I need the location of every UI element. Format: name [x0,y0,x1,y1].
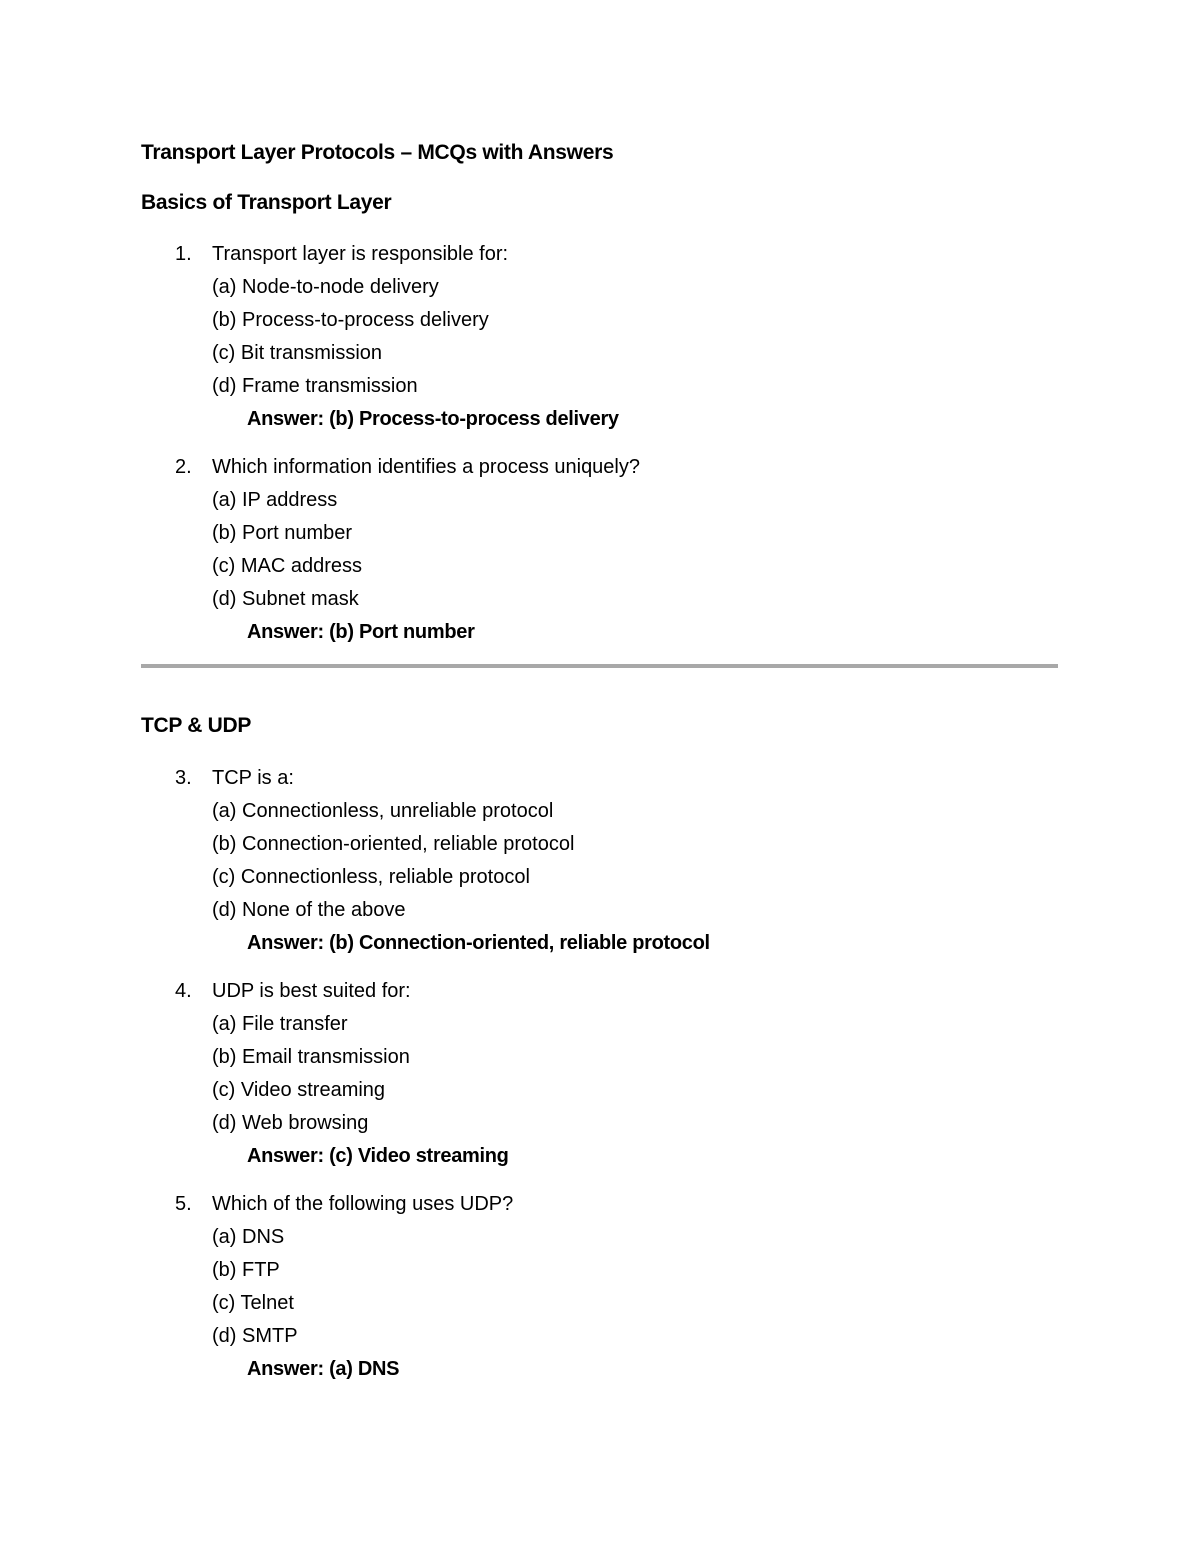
option-c: (c) Connectionless, reliable protocol [212,866,530,888]
section-heading-basics: Basics of Transport Layer [141,191,392,214]
option-d: (d) Subnet mask [212,588,359,610]
answer: Answer: (b) Port number [247,621,475,643]
question-text: Which information identifies a process uniquely? [212,456,640,478]
option-b: (b) Email transmission [212,1046,410,1068]
question-number: 5. [175,1193,192,1215]
option-c: (c) MAC address [212,555,363,577]
answer: Answer: (a) DNS [247,1358,400,1380]
option-a: (a) IP address [212,489,338,511]
answer: Answer: (b) Process-to-process delivery [247,408,619,430]
option-a: (a) File transfer [212,1013,348,1035]
option-a: (a) Connectionless, unreliable protocol [212,800,554,822]
option-d: (d) Web browsing [212,1112,369,1134]
option-b: (b) Process-to-process delivery [212,309,489,331]
option-c: (c) Telnet [212,1292,294,1314]
question-number: 4. [175,980,192,1002]
question-text: TCP is a: [212,767,294,789]
section-heading-tcp-udp: TCP & UDP [141,714,252,737]
question-number: 2. [175,456,192,478]
question-number: 1. [175,243,192,265]
option-c: (c) Bit transmission [212,342,383,364]
document-title: Transport Layer Protocols – MCQs with Answers [141,141,614,164]
option-d: (d) SMTP [212,1325,298,1347]
section-divider [141,664,1058,668]
answer: Answer: (b) Connection-oriented, reliable protocol [247,932,710,954]
option-b: (b) Port number [212,522,353,544]
answer: Answer: (c) Video streaming [247,1145,509,1167]
option-a: (a) Node-to-node delivery [212,276,439,298]
option-d: (d) Frame transmission [212,375,418,397]
question-number: 3. [175,767,192,789]
option-d: (d) None of the above [212,899,406,921]
question-text: Transport layer is responsible for: [212,243,509,265]
question-text: UDP is best suited for: [212,980,411,1002]
question-4 [175,975,1075,1173]
option-b: (b) Connection-oriented, reliable protocol [212,833,575,855]
option-a: (a) DNS [212,1226,285,1248]
question-1 [175,238,1075,436]
question-2 [175,451,1075,649]
option-b: (b) FTP [212,1259,280,1281]
option-c: (c) Video streaming [212,1079,386,1101]
question-3 [175,762,1075,960]
question-text: Which of the following uses UDP? [212,1193,514,1215]
question-5 [175,1188,1075,1386]
